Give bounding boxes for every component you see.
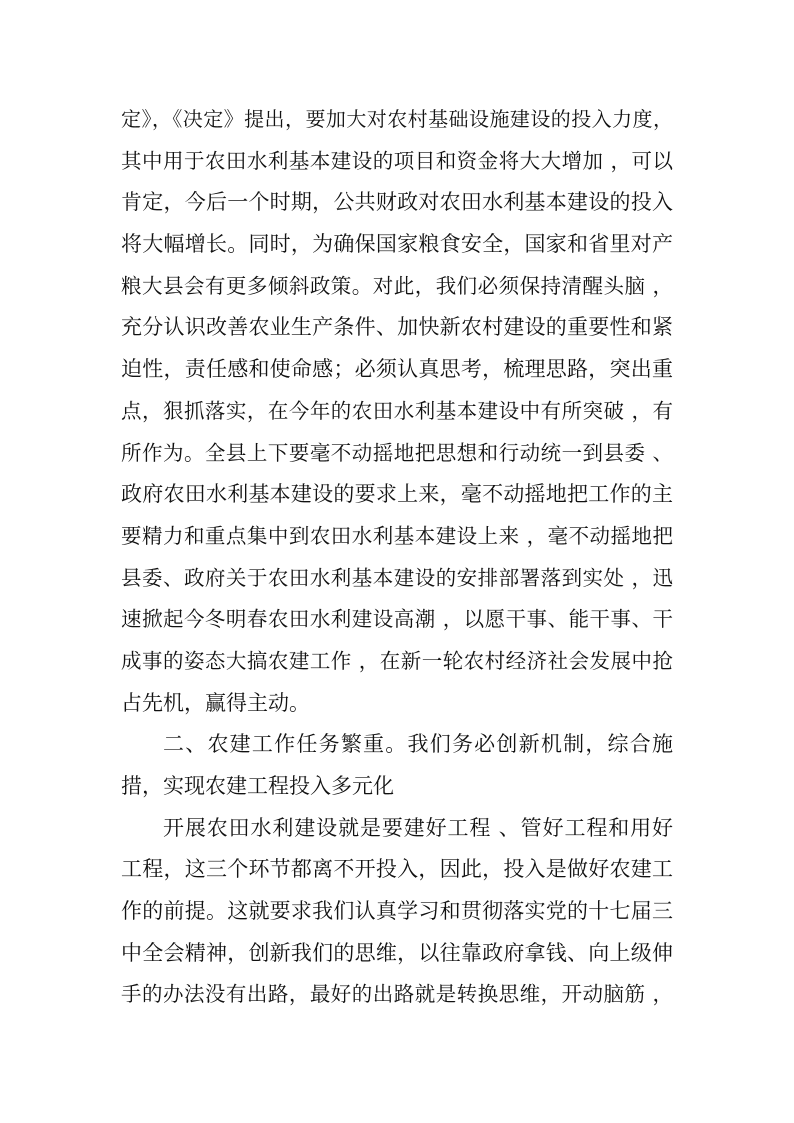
text-line: 工程，这三个环节都离不开投入，因此，投入是做好农建工 bbox=[121, 857, 673, 882]
body-text bbox=[121, 99, 673, 1016]
text-line: 迫性，责任感和使命感；必须认真思考，梳理思路，突出重 bbox=[121, 357, 673, 382]
text-line: 要精力和重点集中到农田水利基本建设上来 ，毫不动摇地把 bbox=[121, 523, 673, 548]
section-heading-line: 措，实现农建工程投入多元化 bbox=[121, 774, 394, 798]
text-line: 所作为。全县上下要毫不动摇地把思想和行动统一到县委 、 bbox=[121, 440, 673, 465]
text-line: 作的前提。这就要求我们认真学习和贯彻落实党的十七届三 bbox=[121, 899, 673, 924]
text-line: 充分认识改善农业生产条件、加快新农村建设的重要性和紧 bbox=[121, 315, 673, 340]
text-line: 点，狠抓落实，在今年的农田水利基本建设中有所突破 ，有 bbox=[121, 398, 673, 423]
text-line: 速掀起今冬明春农田水利建设高潮 ，以愿干事、能干事、干 bbox=[121, 607, 673, 632]
text-line: 占先机，赢得主动。 bbox=[121, 690, 310, 715]
text-line: 手的办法没有出路，最好的出路就是转换思维，开动脑筋 ， bbox=[121, 982, 673, 1007]
text-line: 其中用于农田水利基本建设的项目和资金将大大增加 ，可以 bbox=[121, 148, 673, 173]
text-line: 粮大县会有更多倾斜政策。对此，我们必须保持清醒头脑 ， bbox=[121, 273, 673, 298]
text-line: 肯定，今后一个时期，公共财政对农田水利基本建设的投入 bbox=[121, 190, 673, 215]
text-line: 中全会精神，创新我们的思维，以往靠政府拿钱、向上级伸 bbox=[121, 940, 673, 965]
text-line: 定》，《决定》提出，要加大对农村基础设施建设的投入力度， bbox=[121, 107, 673, 131]
text-line: 将大幅增长。同时，为确保国家粮食安全，国家和省里对产 bbox=[121, 232, 673, 257]
text-line: 政府农田水利基本建设的要求上来，毫不动摇地把工作的主 bbox=[121, 482, 673, 507]
text-line: 开展农田水利建设就是要建好工程 、管好工程和用好 bbox=[163, 815, 673, 840]
section-heading-line: 二、农建工作任务繁重。我们务必创新机制，综合施 bbox=[163, 732, 673, 757]
text-line: 成事的姿态大搞农建工作 ，在新一轮农村经济社会发展中抢 bbox=[121, 648, 673, 673]
text-line: 县委、政府关于农田水利基本建设的安排部署落到实处 ，迅 bbox=[121, 565, 673, 590]
